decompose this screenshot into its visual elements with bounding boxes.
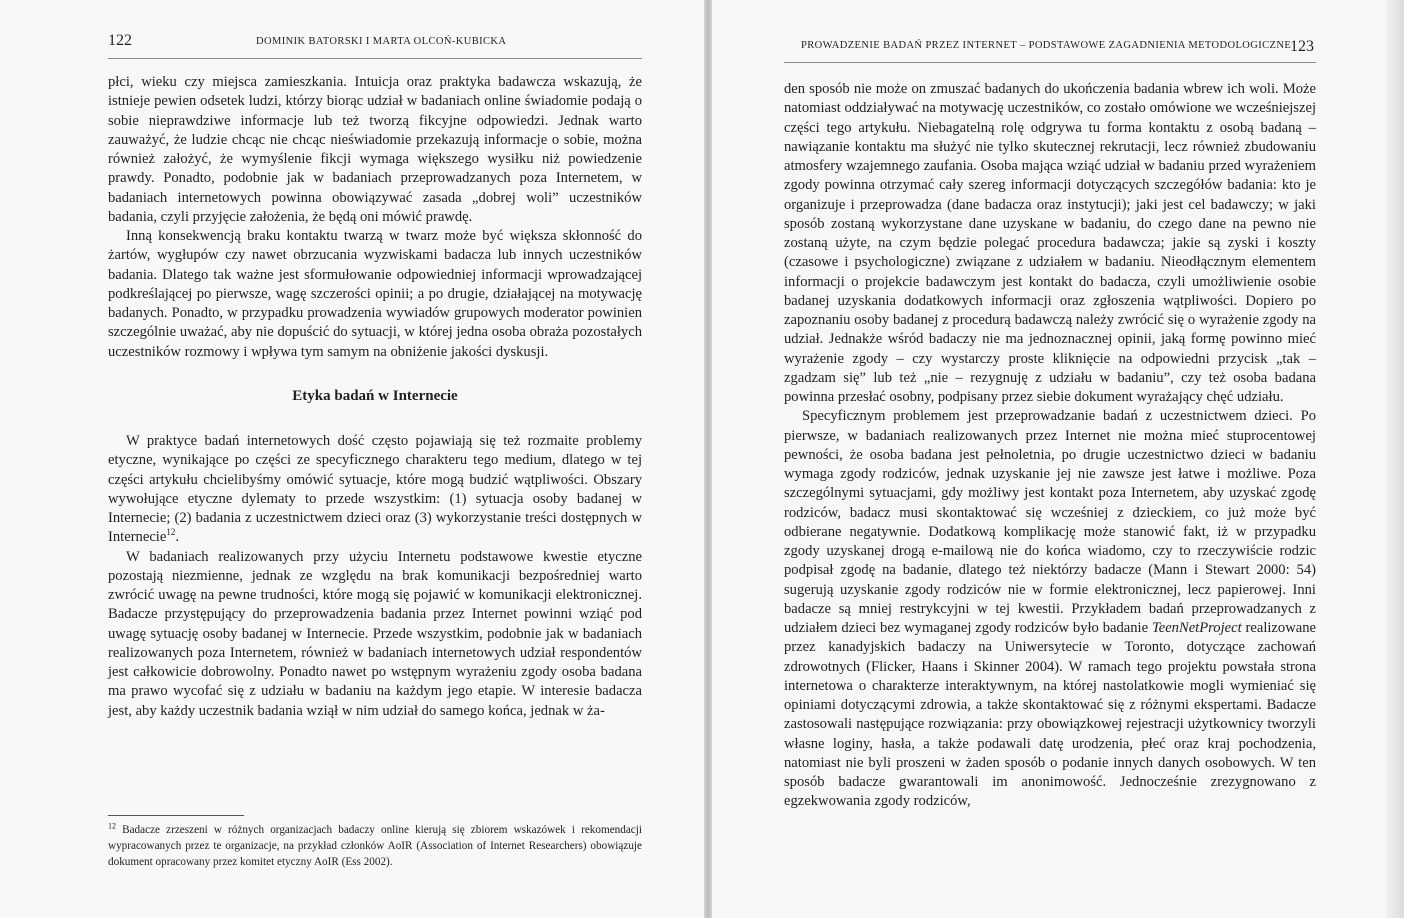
header-rule	[108, 58, 642, 59]
section-heading: Etyka badań w Internecie	[292, 387, 458, 404]
running-head: PROWADZENIE BADAŃ PRZEZ INTERNET – PODSTAWOWE ZAGADNIENIA METODOLOGICZNE	[801, 40, 1292, 51]
paragraph: den sposób nie może on zmuszać badanych do ukończenia badania wbrew ich woli. Może natomiast oddziaływać na motywację uczestników, co zostało omówione we wcześniejszej części tego artykułu. Niebagatelną rolę odgrywa tu forma kontaktu z osobą badaną – nawiązanie kontaktu ma służyć nie tylko skutecznej rekrutacji, lecz również zbudowaniu atmosfery wzajemnego zaufania. Osoba mająca wziąć udział w badaniu przed wyrażeniem zgody powinna otrzymać cały szereg informacji dotyczących szczegółów badania: kto je organizuje i przeprowadza (dane badacza oraz instytucji); jaki jest cel badawczy; w jaki sposób zostaną wykorzystane dane uzyskane w badaniu, do czego dane na pewno nie zostaną użyte, na czym będzie polegać procedura badawcza; jakie są zyski i koszty (czasowe i psychologiczne) związane z udziałem w badaniu. Nieodłącznym elementem informacji o projekcie badawczym jest kontakt do badacza, czyli umożliwienie osobie badanej uzyskania dodatkowych informacji oraz zgłoszenia wątpliwości. Dopiero po zapoznaniu osoby badanej z procedurą badawczą należy zwrócić się o wyrażenie zgody na udział. Jednakże wśród badaczy nie ma jednoznacznej opinii, jaką formę powinno mieć wyrażenie zgody – czy wystarczy proste kliknięcie na odpowiedni przycisk „tak – zgadzam się” lub też „nie – rezygnuję z udziału w badaniu”, czy też osoba badana powinna przesłać osobny, podpisany przez siebie dokument wyrażający chęć udziału.	[784, 81, 1316, 405]
running-head: DOMINIK BATORSKI I MARTA OLCOŃ-KUBICKA	[256, 36, 507, 47]
page-number: 122	[108, 32, 132, 49]
footnote-rule	[108, 815, 244, 816]
right-page	[712, 0, 1404, 918]
left-body-text	[108, 73, 642, 721]
project-name: TeenNetProject	[1151, 620, 1242, 636]
page-number: 123	[1290, 38, 1314, 55]
header-rule	[784, 62, 1316, 63]
paragraph	[108, 432, 642, 548]
paragraph: W badaniach realizowanych przy użyciu Internetu podstawowe kwestie etyczne pozostają niezmienne, jednak ze względu na brak komunikacji bezpośredniej warto zwrócić uwagę na pewne trudności, które mogą się pojawić w komunikacji elektronicznej. Badacze przystępujący do przeprowadzenia badania przez Internet powinni wziąć pod uwagę sytuację osoby badanej w Internecie. Przede wszystkim, podobnie jak w badaniach realizowanych poza Internetem, również w badaniach internetowych udział respondentów jest całkowicie dobrowolny. Ponadto nawet po wstępnym wyrażeniu zgody osoba badana ma prawo wycofać się z udziału w badaniu na każdym jego etapie. W interesie badacza jest, aby każdy uczestnik badania wziął w nim udział do samego końca, jednak w ża-	[108, 548, 642, 719]
footnote-number: 12	[108, 821, 116, 831]
footnote-text: Badacze zrzeszeni w różnych organizacjach badaczy online kierują się zbiorem wskazówek i rekomendacji wypracowanych przez te organizacje, na przykład członków AoIR (Association of Internet Researchers) obowiązuje dokument opracowany przez komitet etyczny AoIR (Ess 2002).	[108, 824, 642, 868]
paragraph-end: .	[175, 529, 179, 546]
right-body-text	[784, 80, 1316, 812]
paragraph-text-end: realizowane przez kanadyjskich badaczy na Uniwersytecie w Toronto, dotyczące zachowań zdrowotnych (Flicker, Haans i Skinner 2004). W ramach tego projektu powstała strona internetowa o charakterze interaktywnym, na której nastolatkowie mogli wymieniać się opiniami dotyczącymi zdrowia, a także skontaktować się z różnymi ekspertami. Badacze zastosowali następujące rozwiązania: przy obowiązkowej rejestracji użytkownicy tworzyli własne loginy, hasła, a także podawali datę urodzenia, płeć oraz kraj pochodzenia, natomiast nie byli proszeni w żaden sposób o podanie innych danych osobowych. W ten sposób badacze gwarantowali im anonimowość. Jednocześnie zrezygnowano z egzekwowania zgody rodziców,	[784, 620, 1316, 810]
paragraph-text: Specyficznym problemem jest przeprowadzanie badań z uczestnictwem dzieci. Po pierwsze, w badaniach realizowanych przez Internet nie można mieć stuprocentowej pewności, że osoba badana jest pełnoletnia, po drugie uczestnictwo dzieci w badaniu wymaga zgody rodziców, jednak uzyskanie jej nie zawsze jest łatwe i możliwe. Poza szczególnymi sytuacjami, gdy możliwy jest kontakt poza Internetem, aby uzyskać zgodę rodziców, badacz musi skontaktować się wcześniej z dzieckiem, co już może być odbierane negatywnie. Dodatkową komplikację może stanowić fakt, iż w przypadku zgody uzyskanej drogą e-mailową nie do końca wiadomo, czy to rzeczywiście rodzic podpisał zgodę na badanie, dlatego też niektórzy badacze (Mann i Stewart 2000: 54) sugerują uzyskanie zgody rodziców nie w formie elektronicznej, lecz papierowej. Inni badacze są mniej restrykcyjni w tej kwestii. Przykładem badań przeprowadzanych z udziałem dzieci bez wymaganej zgody rodziców było badanie	[784, 408, 1316, 636]
footnote	[108, 822, 642, 870]
paragraph: Inną konsekwencją braku kontaktu twarzą w twarz może być większa skłonność do żartów, wygłupów czy nawet obrzucania wyzwiskami badacza lub innych uczestników badania. Dlatego tak ważne jest sformułowanie odpowiedniej informacji wprowadzającej podkreślającej po pierwsze, wagę szczerości opinii; a po drugie, działającej na motywację badanych. Ponadto, w przypadku prowadzenia wywiadów grupowych moderator powinien szczególnie uważać, aby nie dopuścić do sytuacji, w której jedna osoba obraża pozostałych uczestników rozmowy i wpływa tym samym na obniżenie jakości dyskusji.	[108, 228, 642, 360]
paragraph	[784, 407, 1316, 811]
footnote-ref: 12	[166, 527, 176, 538]
book-gutter	[704, 0, 712, 918]
paragraph-text: W praktyce badań internetowych dość często pojawiają się też rozmaite problemy etyczne, wynikające po części ze specyficznego charakteru tego medium, dlatego w tej części artykułu chcielibyśmy omówić sytuacje, które mogą budzić wątpliwości. Obszary wywołujące etyczne dylematy to przede wszystkim: (1) sytuacja osoby badanej w Internecie; (2) badania z uczestnictwem dzieci oraz (3) wykorzystanie treści dostępnych w Internecie	[108, 433, 642, 546]
page-edge	[1386, 0, 1404, 918]
paragraph: płci, wieku czy miejsca zamieszkania. Intuicja oraz praktyka badawcza wskazują, że istnieje pewien odsetek ludzi, którzy biorąc udział w badaniach online świadomie podają o sobie nieprawdziwe informacje lub też tworzą fikcyjne odpowiedzi. Jednak warto zauważyć, że ludzie chcąc nie chcąc nieświadomie przekazują informacje o sobie, można również założyć, że wymyślenie fikcji wymaga większego wysiłku niż powiedzenie prawdy. Ponadto, podobnie jak w badaniach przeprowadzanych poza Internetem, w badaniach internetowych powinna obowiązywać zasada „dobrej woli” uczestników badania, czyli przyjęcie założenia, że będą oni mówić prawdę.	[108, 74, 642, 225]
